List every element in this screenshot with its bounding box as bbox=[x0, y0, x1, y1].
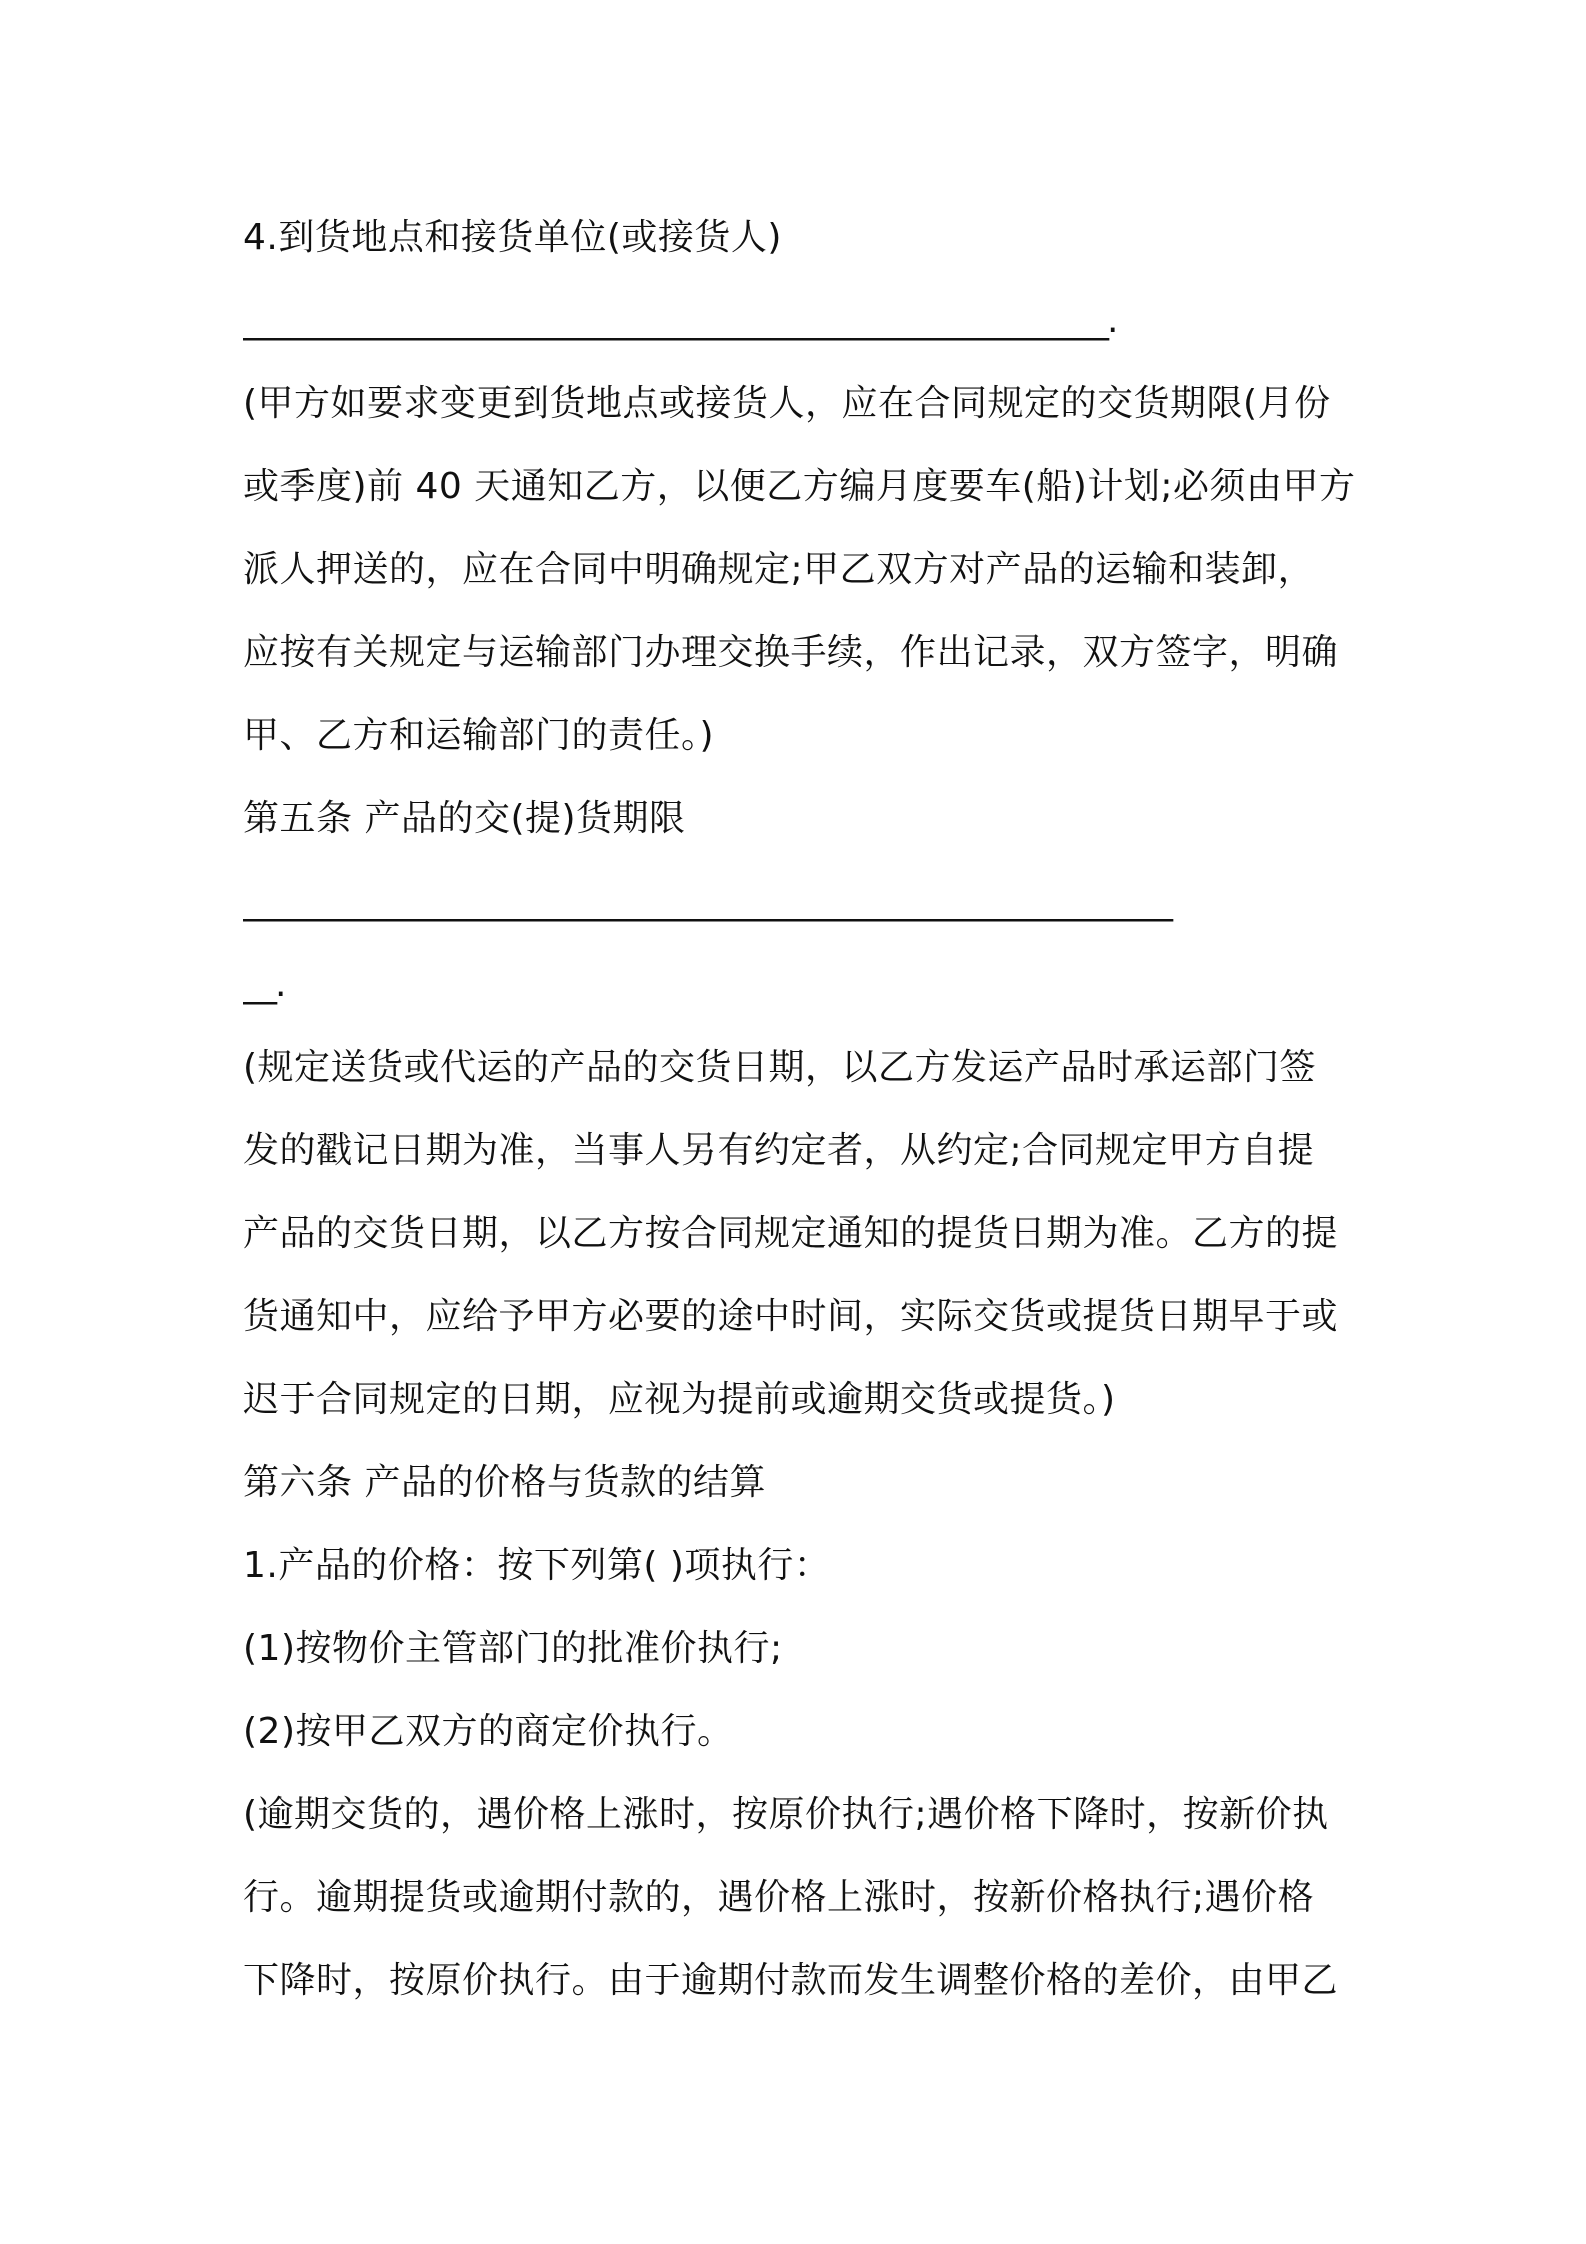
paragraph-line: 产品的交货日期，以乙方按合同规定通知的提货日期为准。乙方的提 bbox=[243, 1213, 1339, 1254]
paragraph-line: 下降时，按原价执行。由于逾期付款而发生调整价格的差价，由甲乙 bbox=[243, 1960, 1339, 2001]
clause-4-heading: 4.到货地点和接货单位(或接货人) bbox=[243, 217, 782, 258]
article-6-heading: 第六条 产品的价格与货款的结算 bbox=[243, 1462, 766, 1503]
paragraph-line: 发的戳记日期为准，当事人另有约定者，从约定;合同规定甲方自提 bbox=[243, 1130, 1315, 1171]
document-body bbox=[243, 196, 1363, 2022]
price-option-1: (1)按物价主管部门的批准价执行; bbox=[243, 1628, 783, 1669]
paragraph-line: 甲、乙方和运输部门的责任。) bbox=[243, 715, 715, 756]
paragraph-line: 迟于合同规定的日期，应视为提前或逾期交货或提货。) bbox=[243, 1379, 1116, 1420]
paragraph-line: 货通知中，应给予甲方必要的途中时间，实际交货或提货日期早于或 bbox=[243, 1296, 1339, 1337]
fill-in-blank-line: __________________________________________________________ bbox=[243, 881, 1171, 922]
paragraph-line: 行。逾期提货或逾期付款的，遇价格上涨时，按新价格执行;遇价格 bbox=[243, 1877, 1315, 1918]
paragraph-line: 派人押送的，应在合同中明确规定;甲乙双方对产品的运输和装卸， bbox=[243, 549, 1315, 590]
paragraph-line: 或季度)前 40 天通知乙方，以便乙方编月度要车(船)计划;必须由甲方 bbox=[243, 466, 1356, 507]
fill-in-blank-line: __. bbox=[243, 964, 285, 1005]
price-clause-line: 1.产品的价格：按下列第( )项执行： bbox=[243, 1545, 831, 1586]
fill-in-blank-line: ______________________________________________________. bbox=[243, 300, 1117, 341]
paragraph-line: (逾期交货的，遇价格上涨时，按原价执行;遇价格下降时，按新价执 bbox=[243, 1794, 1329, 1835]
article-5-heading: 第五条 产品的交(提)货期限 bbox=[243, 798, 686, 839]
paragraph-line: 应按有关规定与运输部门办理交换手续，作出记录，双方签字，明确 bbox=[243, 632, 1339, 673]
paragraph-line: (规定送货或代运的产品的交货日期，以乙方发运产品时承运部门签 bbox=[243, 1047, 1317, 1088]
paragraph-line: (甲方如要求变更到货地点或接货人，应在合同规定的交货期限(月份 bbox=[243, 383, 1331, 424]
price-option-2: (2)按甲乙双方的商定价执行。 bbox=[243, 1711, 734, 1752]
